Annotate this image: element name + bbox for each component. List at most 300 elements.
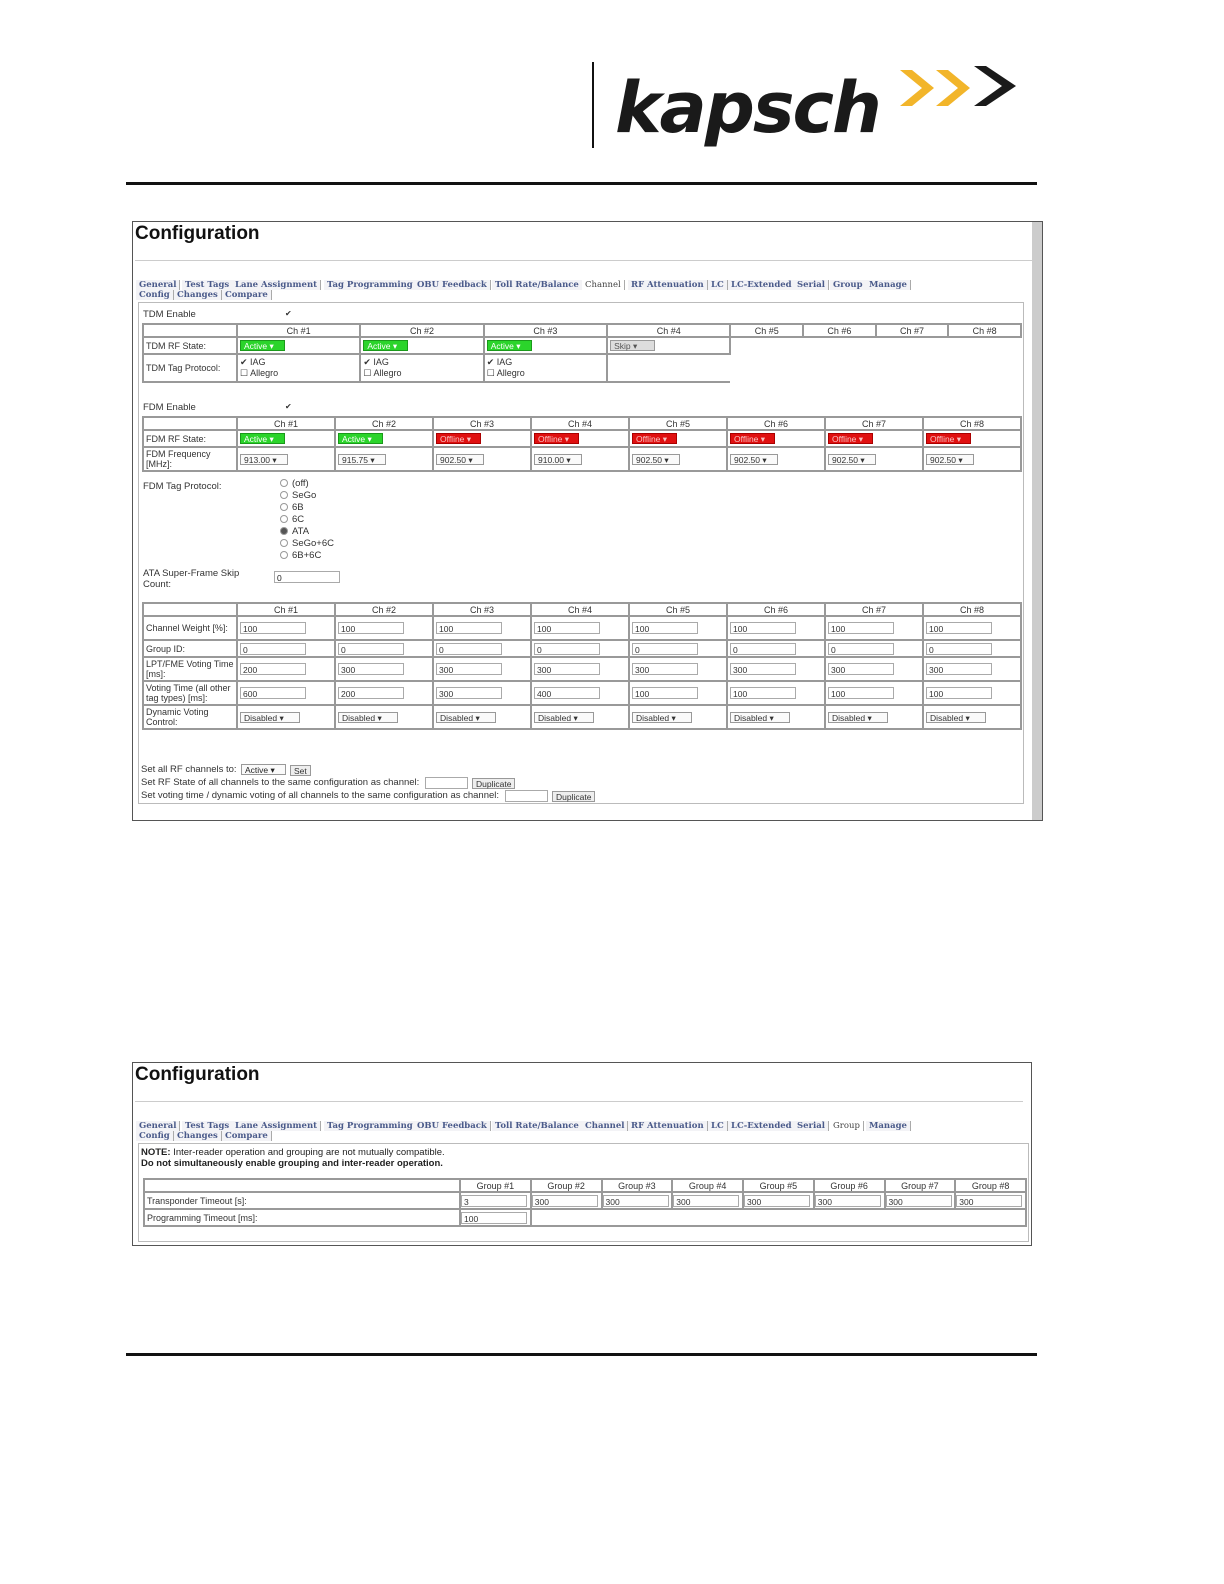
- fdm-rf-state-cell: [629, 430, 727, 447]
- setting-cell: [531, 616, 629, 640]
- dynamic-voting-cell: [531, 705, 629, 729]
- tab-rf-attenuation[interactable]: RF Attenuation: [628, 1121, 708, 1131]
- tab-lane-assignment[interactable]: Lane Assignment: [232, 1121, 321, 1131]
- setting-input[interactable]: 300: [828, 663, 894, 675]
- fdm-frequency-cell: [433, 447, 531, 471]
- tab-serial[interactable]: Serial: [794, 1121, 829, 1131]
- page-title: Configuration: [135, 223, 260, 244]
- fdm-rf-state-select[interactable]: [632, 433, 677, 444]
- transponder-timeout-cell: [743, 1192, 814, 1209]
- transponder-timeout-input[interactable]: 300: [532, 1195, 598, 1207]
- setting-label: Voting Time (all other tag types) [ms]:: [143, 681, 237, 705]
- setting-input[interactable]: 100: [632, 622, 698, 634]
- setting-cell: [629, 616, 727, 640]
- programming-timeout-input[interactable]: 100: [461, 1212, 527, 1224]
- fdm-frequency-cell: [727, 447, 825, 471]
- setting-input[interactable]: 300: [436, 663, 502, 675]
- tdm-rf-state-select[interactable]: [363, 340, 408, 351]
- select-value: Active: [342, 434, 366, 444]
- setting-input[interactable]: 100: [632, 687, 698, 699]
- chevron-down-icon: ▾: [758, 434, 766, 444]
- set-rf-channel-input[interactable]: [425, 777, 468, 789]
- column-header: Ch #5: [629, 603, 727, 616]
- chevron-down-icon: ▾: [963, 712, 970, 723]
- setting-input[interactable]: 100: [240, 622, 306, 634]
- setting-cell: [727, 657, 825, 681]
- transponder-timeout-input[interactable]: 300: [886, 1195, 952, 1207]
- tab-lc[interactable]: LC: [708, 1121, 728, 1131]
- fdm-rf-state-select[interactable]: [828, 433, 873, 444]
- tab-manage[interactable]: Manage: [866, 280, 911, 290]
- column-header: Group #3: [602, 1179, 673, 1192]
- tab-general[interactable]: General: [136, 280, 180, 290]
- fdm-rf-state-select[interactable]: [926, 433, 971, 444]
- note-warning: Do not simultaneously enable grouping and inter-reader operation.: [141, 1158, 443, 1169]
- page-title-2: Configuration: [135, 1064, 260, 1085]
- fdm-protocol-option[interactable]: [280, 550, 321, 561]
- checkbox-checked-icon: ✔: [486, 357, 497, 367]
- transponder-timeout-input[interactable]: 3: [461, 1195, 527, 1207]
- allegro-option[interactable]: [240, 368, 357, 379]
- tdm-rf-state-cell: [484, 337, 607, 354]
- set-voting-channel-input[interactable]: [505, 790, 548, 802]
- column-header: Ch #1: [237, 603, 335, 616]
- tab-tag-programming[interactable]: Tag Programming: [324, 1121, 417, 1131]
- column-header: Group #2: [531, 1179, 602, 1192]
- column-header: Ch #4: [531, 417, 629, 430]
- tab-tag-programming[interactable]: Tag Programming: [324, 280, 417, 290]
- setting-input[interactable]: 100: [926, 687, 992, 699]
- setting-cell: [629, 681, 727, 705]
- chevron-down-icon: ▾: [767, 712, 774, 723]
- tab-config[interactable]: Config: [136, 290, 174, 300]
- setting-label: Group ID:: [143, 640, 237, 657]
- fdm-protocol-option[interactable]: [280, 478, 309, 489]
- column-header: Ch #7: [876, 324, 949, 337]
- setting-cell: [923, 657, 1021, 681]
- setting-cell: [629, 657, 727, 681]
- chevron-down-icon: ▾: [954, 434, 962, 444]
- column-header: Ch #6: [727, 417, 825, 430]
- column-header: Ch #5: [629, 417, 727, 430]
- setting-input[interactable]: 200: [240, 663, 306, 675]
- setting-input[interactable]: 300: [436, 687, 502, 699]
- fdm-rf-state-cell: [727, 430, 825, 447]
- tdm-tag-protocol-cell: [360, 354, 483, 382]
- radio-icon: [280, 527, 288, 535]
- setting-input[interactable]: 100: [828, 687, 894, 699]
- fdm-rf-state-cell: [237, 430, 335, 447]
- setting-cell: [237, 640, 335, 657]
- tdm-enable-checkbox[interactable]: ✔: [285, 309, 292, 318]
- tdm-table: [142, 323, 1022, 383]
- chevron-down-icon: ▾: [564, 454, 571, 465]
- setting-cell: [335, 681, 433, 705]
- select-value: Offline: [636, 434, 661, 444]
- chevron-down-icon: ▾: [956, 454, 963, 465]
- setting-input[interactable]: 600: [240, 687, 306, 699]
- dynamic-voting-cell: [237, 705, 335, 729]
- tdm-enable-label: TDM Enable: [143, 309, 196, 320]
- fdm-table: [142, 416, 1022, 472]
- fdm-protocol-option[interactable]: [280, 526, 309, 537]
- dynamic-voting-select[interactable]: [436, 712, 496, 723]
- tab-serial[interactable]: Serial: [794, 280, 829, 290]
- setting-input[interactable]: 200: [338, 687, 404, 699]
- column-header: Ch #4: [531, 603, 629, 616]
- setting-input[interactable]: 0: [534, 643, 600, 655]
- dynamic-voting-select[interactable]: [828, 712, 888, 723]
- setting-input[interactable]: 300: [632, 663, 698, 675]
- header-blank: [143, 417, 237, 430]
- fdm-frequency-select[interactable]: [730, 454, 778, 465]
- fdm-rf-state-cell: [433, 430, 531, 447]
- tdm-rf-state-cell: [360, 337, 483, 354]
- ata-skip-label: ATA Super-Frame Skip Count:: [143, 568, 240, 590]
- tab-channel[interactable]: Channel: [582, 280, 625, 290]
- tab-config[interactable]: Config: [136, 1131, 174, 1141]
- set-all-select[interactable]: Active ▾: [241, 764, 286, 775]
- column-header: Ch #7: [825, 417, 923, 430]
- iag-option[interactable]: [240, 357, 357, 368]
- setting-cell: [433, 640, 531, 657]
- setting-cell: [433, 657, 531, 681]
- checkbox-empty-icon: ☐: [363, 368, 374, 378]
- allegro-label: Allegro: [250, 368, 279, 378]
- radio-label: SeGo+6C: [292, 538, 334, 549]
- programming-timeout-label: Programming Timeout [ms]:: [144, 1209, 460, 1226]
- setting-input[interactable]: 100: [730, 687, 796, 699]
- tab-obu-feedback[interactable]: OBU Feedback: [414, 1121, 491, 1131]
- dynamic-voting-label: Dynamic Voting Control:: [143, 705, 237, 729]
- tab-lc[interactable]: LC: [708, 280, 728, 290]
- channel-config-panel: [132, 221, 1043, 821]
- tab-toll-rate-balance[interactable]: Toll Rate/Balance: [492, 1121, 583, 1131]
- setting-input[interactable]: 100: [828, 622, 894, 634]
- setting-input[interactable]: 0: [436, 643, 502, 655]
- tab-channel[interactable]: Channel: [582, 1121, 628, 1131]
- chevron-down-icon: ▾: [760, 454, 767, 465]
- setting-cell: [335, 616, 433, 640]
- setting-label: LPT/FME Voting Time [ms]:: [143, 657, 237, 681]
- empty-cell: [730, 337, 1021, 382]
- tab-rf-attenuation[interactable]: RF Attenuation: [628, 280, 708, 290]
- select-value: Skip: [614, 341, 631, 351]
- tdm-rf-state-select[interactable]: [610, 340, 655, 351]
- select-value: Active: [367, 341, 391, 351]
- group-table: [143, 1178, 1027, 1227]
- chevron-down-icon: ▾: [562, 434, 570, 444]
- kapsch-logo-text: kapsch: [615, 67, 880, 149]
- radio-label: (off): [292, 478, 309, 489]
- header-blank: [143, 324, 237, 337]
- chevron-down-icon: ▾: [660, 434, 668, 444]
- chevron-down-icon: ▾: [267, 434, 274, 444]
- select-value: Disabled: [734, 712, 768, 723]
- select-value: Disabled: [930, 712, 964, 723]
- fdm-protocol-option[interactable]: [280, 502, 304, 513]
- fdm-protocol-option[interactable]: [280, 514, 304, 525]
- tab-obu-feedback[interactable]: OBU Feedback: [414, 280, 491, 290]
- set-rf-label: Set RF State of all channels to the same configuration as channel:: [141, 777, 420, 788]
- fdm-tag-protocol-label: FDM Tag Protocol:: [143, 481, 222, 492]
- setting-input[interactable]: 0: [240, 643, 306, 655]
- iag-option[interactable]: [363, 357, 480, 368]
- transponder-timeout-cell: [885, 1192, 956, 1209]
- channel-settings-table: [142, 602, 1022, 730]
- setting-label: Channel Weight [%]:: [143, 616, 237, 640]
- fdm-frequency-cell: [923, 447, 1021, 471]
- transponder-timeout-input[interactable]: 300: [956, 1195, 1022, 1207]
- select-value: Active: [244, 434, 268, 444]
- fdm-frequency-select[interactable]: [240, 454, 288, 465]
- column-header: Ch #4: [607, 324, 730, 337]
- setting-cell: [237, 681, 335, 705]
- setting-cell: [433, 681, 531, 705]
- fdm-rf-state-select[interactable]: [240, 433, 285, 444]
- fdm-frequency-select[interactable]: [338, 454, 386, 465]
- dynamic-voting-select[interactable]: [338, 712, 398, 723]
- dynamic-voting-cell: [727, 705, 825, 729]
- empty-cell: [607, 354, 730, 382]
- tab-compare[interactable]: Compare: [222, 1131, 272, 1141]
- ata-skip-input[interactable]: 0: [274, 571, 340, 583]
- title-separator-2: [135, 1101, 1023, 1102]
- setting-input[interactable]: 100: [436, 622, 502, 634]
- radio-icon: [280, 491, 288, 499]
- tab-general[interactable]: General: [136, 1121, 180, 1131]
- set-voting-label: Set voting time / dynamic voting of all channels to the same configuration as channel:: [141, 790, 500, 801]
- setting-input[interactable]: 100: [926, 622, 992, 634]
- checkbox-empty-icon: ☐: [486, 368, 497, 378]
- fdm-frequency-cell: [335, 447, 433, 471]
- setting-input[interactable]: 0: [730, 643, 796, 655]
- group-tab-content: [138, 1143, 1029, 1242]
- column-header: Ch #6: [803, 324, 876, 337]
- radio-label: 6C: [292, 514, 305, 525]
- header-rule: [126, 182, 1037, 185]
- tab-toll-rate-balance[interactable]: Toll Rate/Balance: [492, 280, 583, 290]
- chevron-down-icon: ▾: [571, 712, 578, 723]
- fdm-frequency-select[interactable]: [534, 454, 582, 465]
- fdm-rf-state-cell: [531, 430, 629, 447]
- radio-icon: [280, 551, 288, 559]
- setting-cell: [923, 640, 1021, 657]
- iag-label: IAG: [250, 357, 266, 367]
- logo-divider: [592, 62, 594, 148]
- transponder-timeout-label: Transponder Timeout [s]:: [144, 1192, 460, 1209]
- setting-input[interactable]: 400: [534, 687, 600, 699]
- setting-cell: [629, 640, 727, 657]
- radio-label: ATA: [292, 526, 310, 537]
- tab-lc-extended[interactable]: LC-Extended: [728, 1121, 796, 1131]
- setting-cell: [825, 616, 923, 640]
- setting-input[interactable]: 300: [534, 663, 600, 675]
- fdm-protocol-option[interactable]: [280, 490, 316, 501]
- setting-input[interactable]: 0: [632, 643, 698, 655]
- tab-manage[interactable]: Manage: [866, 1121, 911, 1131]
- dynamic-voting-select[interactable]: [632, 712, 692, 723]
- dynamic-voting-cell: [825, 705, 923, 729]
- dynamic-voting-cell: [923, 705, 1021, 729]
- fdm-frequency-select[interactable]: [436, 454, 484, 465]
- fdm-rf-state-select[interactable]: [338, 433, 383, 444]
- fdm-rf-state-cell: [923, 430, 1021, 447]
- transponder-timeout-cell: [814, 1192, 885, 1209]
- tab-group[interactable]: Group: [830, 280, 867, 290]
- set-all-label: Set all RF channels to:: [141, 764, 237, 775]
- setting-input[interactable]: 0: [926, 643, 992, 655]
- tdm-tag-protocol-label: TDM Tag Protocol:: [143, 354, 237, 382]
- dynamic-voting-select[interactable]: [730, 712, 790, 723]
- chevron-down-icon: ▾: [368, 454, 375, 465]
- tdm-rf-state-select[interactable]: [487, 340, 532, 351]
- chevron-down-icon: ▾: [513, 341, 521, 351]
- fdm-rf-state-select[interactable]: [534, 433, 579, 444]
- kapsch-chevrons-icon: [898, 62, 1022, 114]
- fdm-rf-state-select[interactable]: [436, 433, 481, 444]
- tab-changes[interactable]: Changes: [174, 1131, 222, 1141]
- scrollbar[interactable]: [1032, 222, 1042, 820]
- dynamic-voting-select[interactable]: [240, 712, 300, 723]
- setting-input[interactable]: 100: [338, 622, 404, 634]
- select-value: Disabled: [538, 712, 572, 723]
- setting-input[interactable]: 0: [338, 643, 404, 655]
- chevron-down-icon: ▾: [858, 454, 865, 465]
- allegro-option[interactable]: [363, 368, 480, 379]
- transponder-timeout-input[interactable]: 300: [603, 1195, 669, 1207]
- column-header: Ch #7: [825, 603, 923, 616]
- select-value: 902.50: [832, 454, 858, 465]
- select-value: Offline: [930, 434, 955, 444]
- setting-cell: [531, 640, 629, 657]
- fdm-rf-state-cell: [825, 430, 923, 447]
- setting-input[interactable]: 300: [926, 663, 992, 675]
- select-value: 910.00: [538, 454, 564, 465]
- radio-icon: [280, 503, 288, 511]
- transponder-timeout-cell: [672, 1192, 743, 1209]
- select-value: 902.50: [734, 454, 760, 465]
- tab-test-tags[interactable]: Test Tags: [182, 1121, 233, 1131]
- setting-cell: [825, 640, 923, 657]
- allegro-label: Allegro: [496, 368, 525, 378]
- tdm-rf-state-label: TDM RF State:: [143, 337, 237, 354]
- chevron-down-icon: ▾: [365, 434, 372, 444]
- transponder-timeout-cell: [460, 1192, 531, 1209]
- iag-label: IAG: [496, 357, 513, 367]
- column-header: Ch #2: [335, 603, 433, 616]
- select-value: Offline: [734, 434, 759, 444]
- select-value: Active: [490, 341, 514, 351]
- transponder-timeout-cell: [531, 1192, 602, 1209]
- chevron-down-icon: ▾: [270, 454, 277, 465]
- fdm-enable-label: FDM Enable: [143, 402, 196, 413]
- chevron-down-icon: ▾: [277, 712, 284, 723]
- duplicate-voting-button[interactable]: Duplicate: [552, 791, 595, 802]
- checkbox-empty-icon: ☐: [240, 368, 251, 378]
- tdm-rf-state-cell: [607, 337, 730, 354]
- dynamic-voting-select[interactable]: [534, 712, 594, 723]
- setting-cell: [335, 657, 433, 681]
- setting-input[interactable]: 100: [534, 622, 600, 634]
- allegro-option[interactable]: [487, 368, 604, 379]
- fdm-rf-state-select[interactable]: [730, 433, 775, 444]
- select-value: Disabled: [244, 712, 278, 723]
- dynamic-voting-cell: [335, 705, 433, 729]
- setting-cell: [531, 681, 629, 705]
- column-header: Ch #1: [237, 417, 335, 430]
- tdm-tag-protocol-cell: [484, 354, 607, 382]
- radio-label: SeGo: [292, 490, 317, 501]
- select-value: Offline: [538, 434, 563, 444]
- fdm-frequency-cell: [629, 447, 727, 471]
- transponder-timeout-input[interactable]: 300: [744, 1195, 810, 1207]
- fdm-frequency-cell: [237, 447, 335, 471]
- fdm-frequency-select[interactable]: [828, 454, 876, 465]
- setting-cell: [531, 657, 629, 681]
- column-header: Ch #8: [948, 324, 1021, 337]
- setting-input[interactable]: 0: [828, 643, 894, 655]
- tab-lane-assignment[interactable]: Lane Assignment: [232, 280, 321, 290]
- column-header: Group #8: [955, 1179, 1026, 1192]
- tab-compare[interactable]: Compare: [222, 290, 272, 300]
- fdm-enable-checkbox[interactable]: ✔: [285, 402, 292, 411]
- tdm-rf-state-cell: [237, 337, 360, 354]
- radio-icon: [280, 479, 288, 487]
- header-blank: [144, 1179, 460, 1192]
- tab-changes[interactable]: Changes: [174, 290, 222, 300]
- tdm-rf-state-select[interactable]: [240, 340, 285, 351]
- chevron-down-icon: ▾: [856, 434, 864, 444]
- tab-group[interactable]: Group: [830, 1121, 864, 1131]
- tab-lc-extended[interactable]: LC-Extended: [728, 280, 796, 290]
- duplicate-rf-button[interactable]: Duplicate: [472, 778, 515, 789]
- tab-test-tags[interactable]: Test Tags: [182, 280, 233, 290]
- allegro-label: Allegro: [373, 368, 402, 378]
- setting-input[interactable]: 300: [730, 663, 796, 675]
- setting-cell: [237, 616, 335, 640]
- chevron-down-icon: ▾: [375, 712, 382, 723]
- iag-label: IAG: [373, 357, 389, 367]
- column-header: Ch #6: [727, 603, 825, 616]
- iag-option[interactable]: [487, 357, 604, 368]
- setting-cell: [825, 681, 923, 705]
- setting-input[interactable]: 100: [730, 622, 796, 634]
- fdm-protocol-option[interactable]: [280, 538, 334, 549]
- radio-icon: [280, 515, 288, 523]
- column-header: Ch #8: [923, 417, 1021, 430]
- setting-cell: [727, 681, 825, 705]
- setting-input[interactable]: 300: [338, 663, 404, 675]
- dynamic-voting-select[interactable]: [926, 712, 986, 723]
- column-header: Group #1: [460, 1179, 531, 1192]
- select-value: 913.00: [244, 454, 270, 465]
- empty-cell: [531, 1209, 1026, 1226]
- fdm-frequency-select[interactable]: [926, 454, 974, 465]
- setting-cell: [923, 616, 1021, 640]
- setting-cell: [825, 657, 923, 681]
- fdm-frequency-select[interactable]: [632, 454, 680, 465]
- set-button[interactable]: Set: [290, 765, 311, 776]
- column-header: Ch #8: [923, 603, 1021, 616]
- title-separator: [135, 260, 1034, 261]
- column-header: Ch #5: [730, 324, 803, 337]
- transponder-timeout-input[interactable]: 300: [815, 1195, 881, 1207]
- chevron-down-icon: ▾: [865, 712, 872, 723]
- chevron-down-icon: ▾: [473, 712, 480, 723]
- fdm-rf-state-label: FDM RF State:: [143, 430, 237, 447]
- transponder-timeout-input[interactable]: 300: [673, 1195, 739, 1207]
